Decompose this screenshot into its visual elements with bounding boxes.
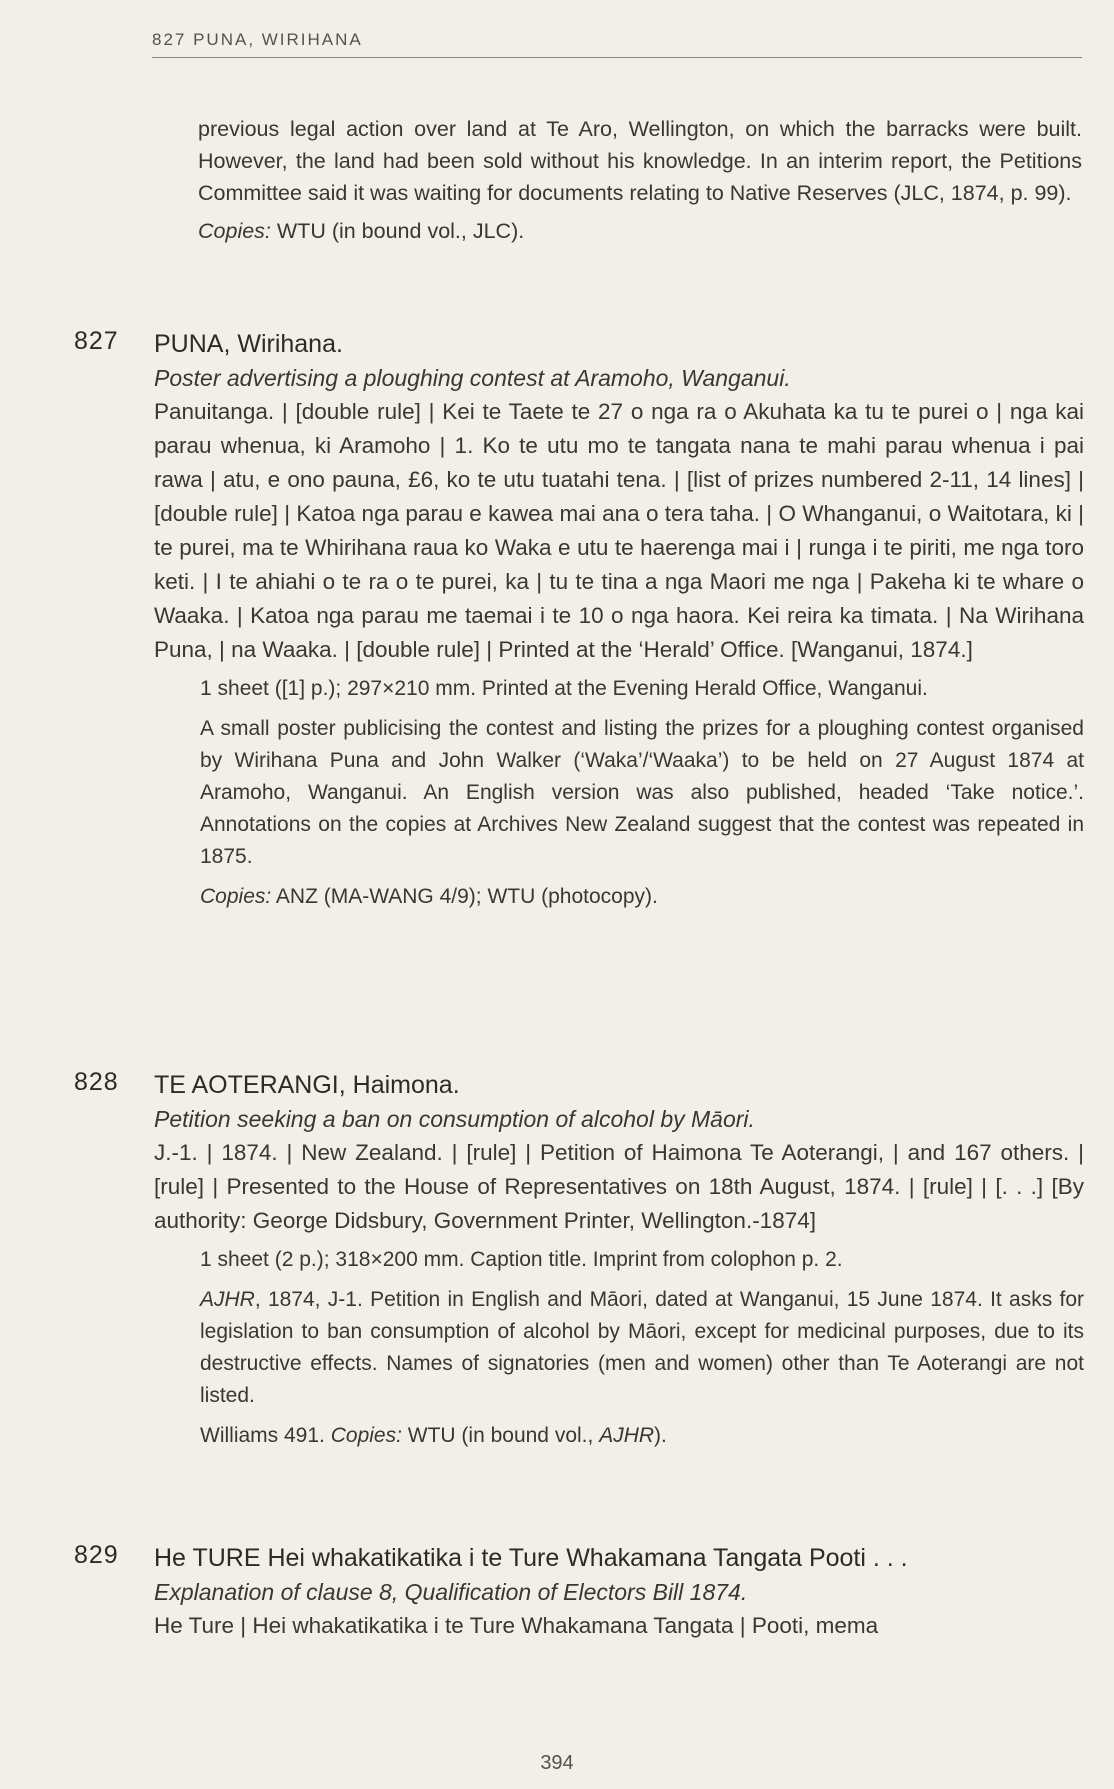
entry-note: A small poster publicising the contest and listing the prizes for a ploughing contest organised by Wirihana Puna and John Walker (‘Waka’/‘Waaka’) to be held on 27 August 1874 at Aramoho, Wanganui. An English version was also published, headed ‘Take notice.’. Annotations on the copies at Archives New Zealand suggest that the contest was repeated in 1875. [200, 717, 1084, 868]
entry-transcription: J.-1. | 1874. | New Zealand. | [rule] | Petition of Haimona Te Aoterangi, | and 167 others. | [rule] | Presented to the House of Representatives on 18th August, 1874. | [rule] | [. . .] [By authority: George Didsbury, Government Printer, Wellington.-1874] [154, 1140, 1084, 1233]
entry-body [154, 327, 1084, 913]
continuation-copies: Copies: WTU (in bound vol., JLC). [198, 219, 525, 243]
entry-copies: Copies: ANZ (MA-WANG 4/9); WTU (photocopy). [200, 885, 658, 908]
running-head: 827 PUNA, WIRIHANA [152, 30, 1082, 58]
entry-notes [200, 1244, 1084, 1452]
physical-description: 1 sheet ([1] p.); 297×210 mm. Printed at the Evening Herald Office, Wanganui. [200, 677, 928, 700]
entry-copies: Williams 491. Copies: WTU (in bound vol., AJHR). [200, 1424, 667, 1447]
entry-transcription: He Ture | Hei whakatikatika i te Ture Whakamana Tangata | Pooti, mema [154, 1613, 879, 1638]
page-number: 394 [540, 1752, 574, 1774]
entry-number: 827 [74, 327, 119, 355]
entry-heading: He TURE Hei whakatikatika i te Ture Whakamana Tangata Pooti . . . [154, 1544, 908, 1572]
entry-body [154, 1068, 1084, 1452]
continuation-block [198, 113, 1082, 247]
entry-number: 829 [74, 1541, 119, 1569]
physical-description: 1 sheet (2 p.); 318×200 mm. Caption title. Imprint from colophon p. 2. [200, 1248, 843, 1271]
entry-title: Poster advertising a ploughing contest at Aramoho, Wanganui. [154, 365, 791, 391]
entry-heading: PUNA, Wirihana. [154, 330, 343, 358]
entry-notes [200, 673, 1084, 913]
continuation-text: previous legal action over land at Te Aro, Wellington, on which the barracks were built. However, the land had been sold without his knowledge. In an interim report, the Petitions Committee said it was waiting for documents relating to Native Reserves (JLC, 1874, p. 99). [198, 117, 1082, 205]
entry-heading: TE AOTERANGI, Haimona. [154, 1071, 460, 1099]
entry-transcription: Panuitanga. | [double rule] | Kei te Taete te 27 o nga ra o Akuhata ka tu te purei o | nga kai parau whenua, ki Aramoho | 1. Ko te utu mo te tangata nana te mahi parau whenua i pai rawa | atu, e ono pauna, £6, ko te utu tuatahi tena. | [list of prizes numbered 2-11, 14 lines] | [double rule] | Katoa nga parau e kawea mai ana o tera taha. | O Whanganui, o Waitotara, ki | te purei, ma te Whirihana raua ko Waka e utu te haerenga mai i | runga i te piriti, me nga toro keti. | I te ahiahi o te ra o te purei, ka | tu te tina a nga Maori me nga | Pakeha ki te whare o Waaka. | Katoa nga parau me taemai i te 10 o nga haora. Kei reira ka timata. | Na Wirihana Puna, | na Waaka. | [double rule] | Printed at the ‘Herald’ Office. [Wanganui, 1874.] [154, 399, 1084, 662]
entry-title: Explanation of clause 8, Qualification of Electors Bill 1874. [154, 1579, 748, 1605]
entry-number: 828 [74, 1068, 119, 1096]
entry-title: Petition seeking a ban on consumption of alcohol by Māori. [154, 1106, 755, 1132]
entry-body [154, 1541, 1084, 1643]
entry-note: AJHR, 1874, J-1. Petition in English and Māori, dated at Wanganui, 15 June 1874. It asks for legislation to ban consumption of alcohol by Māori, except for medicinal purposes, due to its destructive effects. Names of signatories (men and women) other than Te Aoterangi are not listed. [200, 1288, 1084, 1407]
